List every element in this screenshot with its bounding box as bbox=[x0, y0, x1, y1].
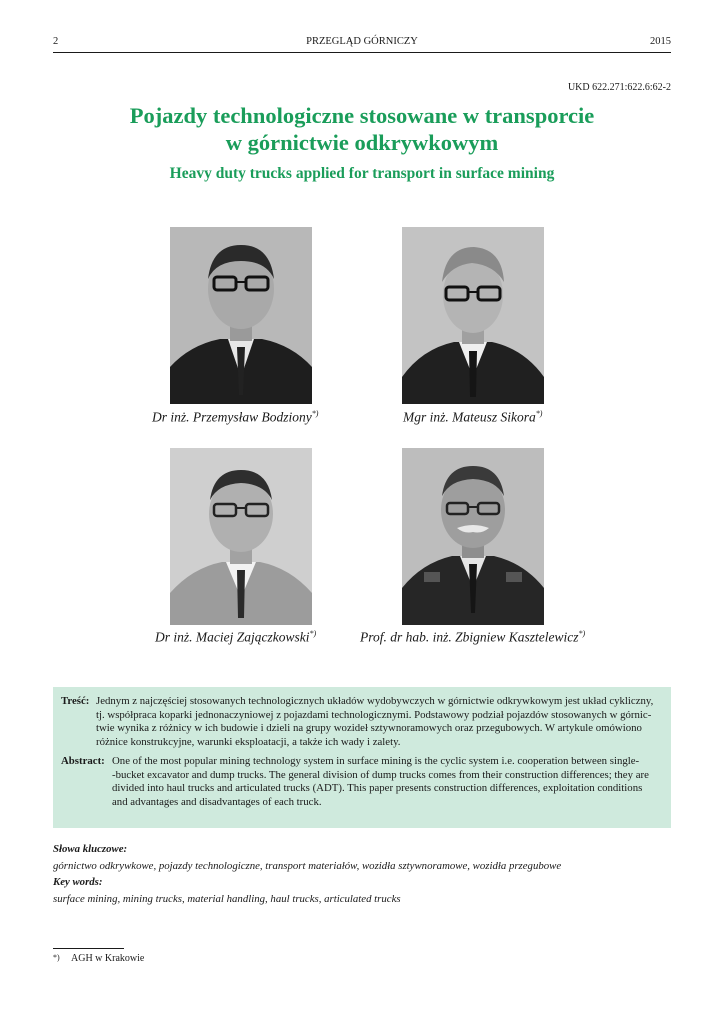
author-caption-kasztelewicz: Prof. dr hab. inż. Zbigniew Kasztelewicz*) bbox=[360, 629, 586, 645]
tresc-section bbox=[61, 695, 663, 751]
keywords-en-label: Key words: bbox=[53, 876, 103, 888]
author-photo-bodziony bbox=[170, 227, 312, 404]
author-photo-kasztelewicz bbox=[402, 448, 544, 625]
article-title bbox=[40, 102, 684, 156]
author-caption-sikora: Mgr inż. Mateusz Sikora*) bbox=[403, 409, 543, 425]
keywords-pl-text: górnictwo odkrywkowe, pojazdy technologiczne, transport materiałów, wozidła sztywnoramowe, wozidła przegubowe bbox=[53, 860, 562, 872]
abstract-label: Abstract: bbox=[61, 755, 105, 767]
page-number: 2 bbox=[53, 36, 59, 47]
article-title-line-2: w górnictwie odkrywkowym bbox=[225, 130, 499, 155]
tresc-label: Treść: bbox=[61, 695, 90, 707]
author-caption-bodziony: Dr inż. Przemysław Bodziony*) bbox=[152, 409, 319, 425]
abstract-section bbox=[61, 755, 663, 811]
footnote-mark: *) bbox=[53, 953, 60, 962]
footnote-text: AGH w Krakowie bbox=[71, 953, 145, 964]
ukd-code: UKD 622.271:622.6:62-2 bbox=[567, 82, 671, 93]
page-header bbox=[53, 36, 671, 52]
keywords-en-text: surface mining, mining trucks, material handling, haul trucks, articulated trucks bbox=[53, 893, 401, 905]
article-subtitle: Heavy duty trucks applied for transport in surface mining bbox=[169, 165, 555, 182]
header-divider bbox=[53, 52, 671, 53]
tresc-text: Jednym z najczęściej stosowanych technologicznych układów wydobywczych w górnictwie odkrywkowym jest układ cykliczny, tj. współpraca koparki jednonaczyniowej z pojazdami technologicznymi. Podstawowy podział pojazdów stosowanych w górnic- twie wynika z różnicy w ich budowie i dzieli na grupy wozideł sztywnoramowych oraz przegubowych. W artykule omówiono różnice konstrukcyjne, warunki eksploatacji, a także ich wady i zalety. bbox=[96, 695, 654, 748]
author-photo-zajaczkowski bbox=[170, 448, 312, 625]
journal-name: PRZEGLĄD GÓRNICZY bbox=[306, 36, 418, 47]
abstract-box bbox=[53, 687, 671, 828]
journal-year: 2015 bbox=[650, 36, 671, 47]
author-caption-zajaczkowski: Dr inż. Maciej Zajączkowski*) bbox=[155, 629, 317, 645]
article-title-line-1: Pojazdy technologiczne stosowane w transporcie bbox=[129, 103, 595, 128]
footnote bbox=[53, 953, 144, 964]
keywords-pl-label: Słowa kluczowe: bbox=[53, 843, 128, 855]
abstract-text: One of the most popular mining technology system in surface mining is the cyclic system i.e. cooperation between single- -bucket excavator and dump trucks. The general division of dump trucks comes from their construction differences; they are divided into haul trucks and articulated trucks (ADT). This paper presents construction differences, exploitation conditions and advantages and disadvantages of each truck. bbox=[112, 755, 649, 808]
author-photo-sikora bbox=[402, 227, 544, 404]
footnote-divider bbox=[53, 948, 124, 949]
